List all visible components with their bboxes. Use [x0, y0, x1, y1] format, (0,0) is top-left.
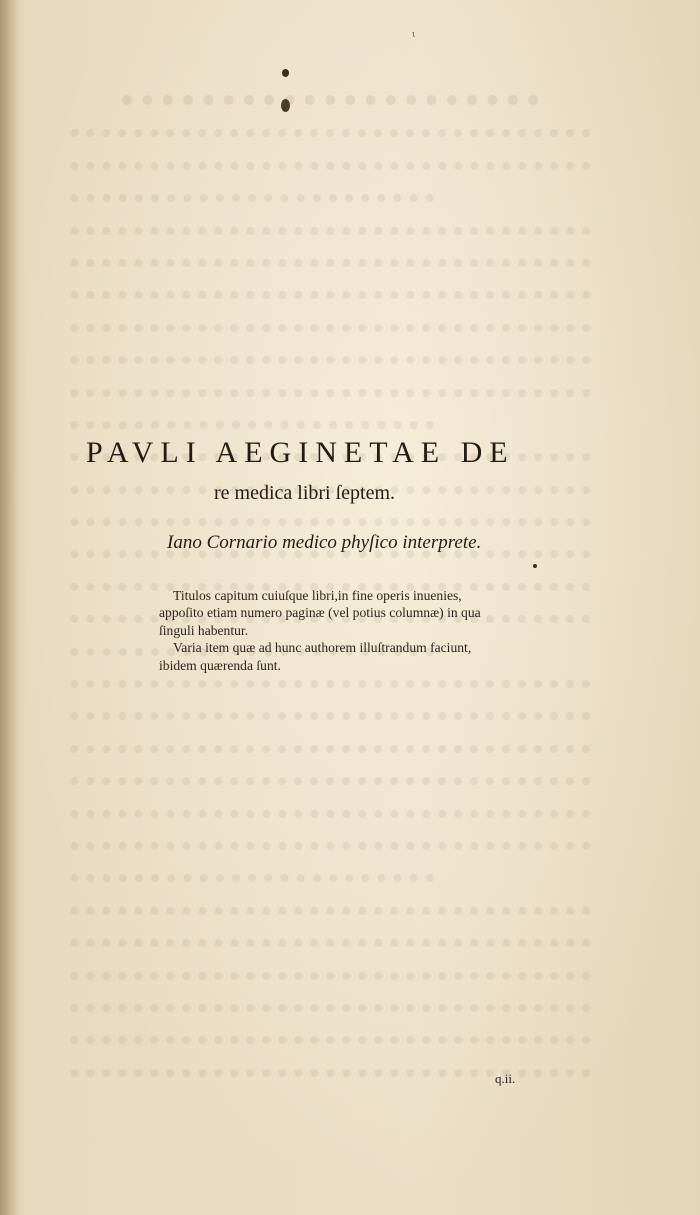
bleed-line	[70, 259, 590, 279]
title-main: PAVLI AEGINETAE DE	[86, 436, 515, 469]
top-mark: ι	[412, 30, 416, 40]
bleed-line	[70, 129, 590, 149]
reader-note	[159, 587, 499, 674]
bleed-line	[70, 810, 590, 830]
bleed-line	[70, 874, 434, 894]
bleed-line	[70, 712, 590, 732]
bleed-line	[70, 227, 590, 247]
ink-spot	[533, 564, 537, 568]
bleed-line	[70, 356, 590, 376]
ink-spot	[281, 99, 290, 112]
ink-spot	[282, 69, 289, 77]
interpreter-line: Iano Cornario medico phyſico interprete.	[167, 532, 482, 553]
bleed-line	[70, 907, 590, 927]
bleed-line	[70, 162, 590, 182]
note-paragraph: Titulos capitum cuiuſque libri,in fine operis inuenies, appoſito etiam numero paginæ (vel potius columnæ) in qua ſinguli habentur.	[159, 588, 481, 638]
signature-mark: q.ii.	[495, 1071, 516, 1086]
bleed-line	[70, 842, 590, 862]
bleed-line	[70, 389, 590, 409]
bleed-line	[122, 95, 538, 117]
bleed-line	[70, 939, 590, 959]
bleed-line	[70, 324, 590, 344]
gutter-shadow	[0, 0, 18, 1215]
note-paragraph: Varia item quæ ad hunc authorem illuſtrandum faciunt, ibidem quærenda ſunt.	[159, 640, 472, 673]
bleed-line	[70, 777, 590, 797]
bleed-line	[70, 745, 590, 765]
bleed-line	[70, 972, 590, 992]
bleed-line	[70, 194, 434, 214]
bleed-line	[70, 1004, 590, 1024]
title-subtitle: re medica libri ſeptem.	[214, 482, 396, 504]
bleed-line	[70, 680, 590, 700]
bleed-line	[70, 291, 590, 311]
bleed-line	[70, 1036, 590, 1056]
